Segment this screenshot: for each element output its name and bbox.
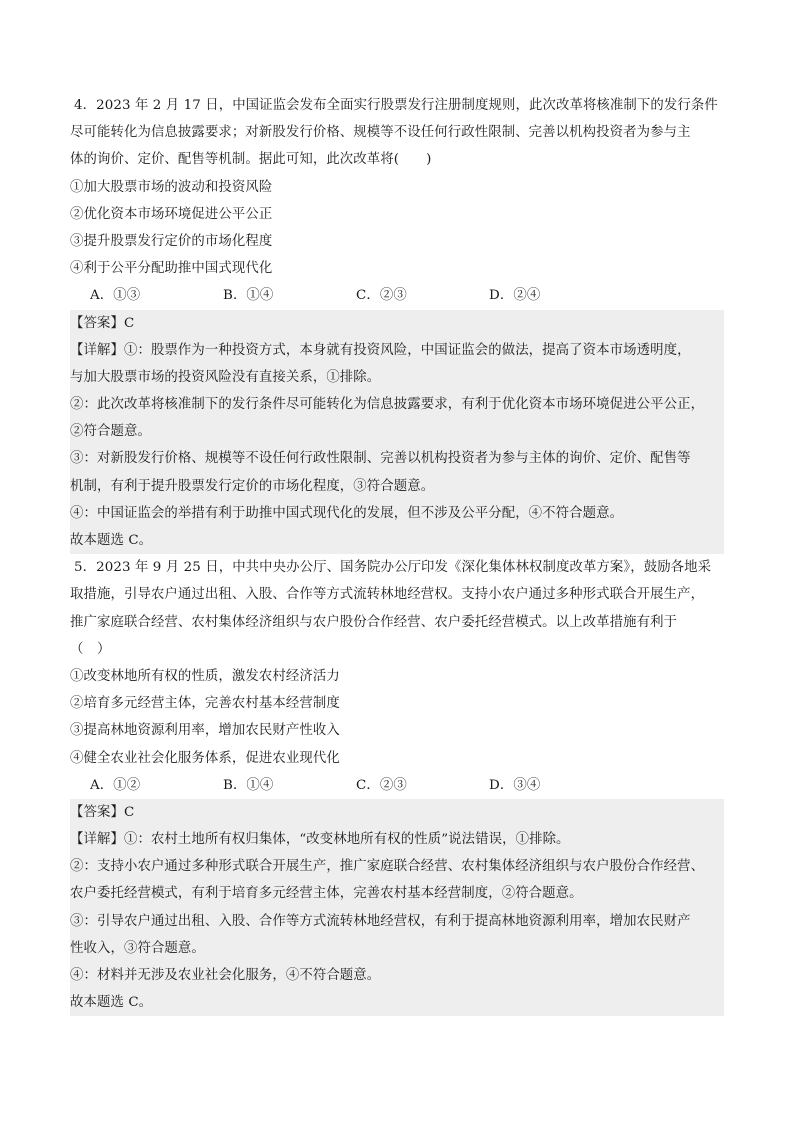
question-4-option-d: D．②④ — [489, 288, 541, 304]
question-5-option-d: D．③④ — [489, 777, 541, 793]
question-4-conclusion: 故本题选 C。 — [70, 533, 153, 548]
question-5 — [70, 554, 724, 1016]
question-4-explain-line-4: ②符合题意。 — [70, 424, 151, 440]
question-4-explain-line-7: ④：中国证监会的举措有利于助推中国式现代化的发展，但不涉及公平分配，④不符合题意。 — [70, 505, 624, 521]
question-4-option-b: B．①④ — [223, 288, 274, 304]
question-5-conclusion: 故本题选 C。 — [70, 995, 153, 1011]
question-4-stem-line-1: 4．2023 年 2 月 17 日，中国证监会发布全面实行股票发行注册制度规则，此次改革将核准制下的发行条件 — [74, 98, 718, 113]
question-5-explain-line-2: ②：支持小农户通过多种形式联合开展生产，推广家庭联合经营、农村集体经济组织与农户股份合作经营、 — [70, 859, 705, 875]
question-5-option-c: C．②③ — [356, 777, 407, 793]
question-4 — [70, 92, 724, 554]
question-5-explain-line-5: 性收入，③符合题意。 — [70, 940, 205, 956]
question-5-answer: 【答案】C — [70, 804, 135, 820]
question-4-options — [70, 282, 724, 309]
question-5-item-2: ②培育多元经营主体，完善农村基本经营制度 — [70, 696, 340, 712]
question-4-stem-line-2: 尽可能转化为信息披露要求；对新股发行价格、规模等不设任何行政性限制、完善以机构投资者为参与主 — [70, 125, 691, 141]
question-5-stem-line-3: 推广家庭联合经营、农村集体经济组织与农户股份合作经营、农户委托经营模式。以上改革措施有利于 — [70, 614, 678, 630]
question-4-item-4: ④利于公平分配助推中国式现代化 — [70, 261, 273, 277]
document-content — [70, 92, 724, 1016]
question-4-explain-line-2: 与加大股票市场的投资风险没有直接关系，①排除。 — [70, 369, 381, 385]
question-5-stem-line-2: 取措施，引导农户通过出租、入股、合作等方式流转林地经营权。支持小农户通过多种形式联合开展生产， — [70, 587, 705, 603]
question-4-item-1: ①加大股票市场的波动和投资风险 — [70, 179, 273, 195]
question-5-stem-line-1: 5．2023 年 9 月 25 日，中共中央办公厅、国务院办公厅印发《深化集体林权制度改革方案》，鼓励各地采 — [74, 560, 712, 576]
question-5-item-1: ①改变林地所有权的性质，激发农村经济活力 — [70, 668, 340, 684]
question-5-stem-line-4: （ ） — [70, 641, 111, 657]
question-5-explain-line-1: 【详解】①：农村土地所有权归集体，“改变林地所有权的性质”说法错误，①排除。 — [70, 832, 570, 848]
question-5-option-b: B．①④ — [223, 777, 274, 793]
question-4-item-2: ②优化资本市场环境促进公平公正 — [70, 206, 273, 222]
question-5-option-a: A．①② — [90, 777, 141, 793]
question-4-explain-line-5: ③：对新股发行价格、规模等不设任何行政性限制、完善以机构投资者为参与主体的询价、定价、配售等 — [70, 451, 691, 467]
question-5-explain-line-4: ③：引导农户通过出租、入股、合作等方式流转林地经营权，有利于提高林地资源利用率，增加农民财产 — [70, 913, 691, 929]
question-5-item-3: ③提高林地资源利用率，增加农民财产性收入 — [70, 723, 340, 739]
question-5-explain-line-6: ④：材料并无涉及农业社会化服务，④不符合题意。 — [70, 968, 381, 983]
question-4-answer: 【答案】C — [70, 315, 135, 331]
question-5-item-4: ④健全农业社会化服务体系，促进农业现代化 — [70, 750, 340, 766]
question-4-answer-block — [70, 310, 724, 555]
question-5-options — [70, 772, 724, 799]
question-4-option-a: A．①③ — [90, 288, 141, 304]
question-4-explain-line-3: ②：此次改革将核准制下的发行条件尽可能转化为信息披露要求，有利于优化资本市场环境促进公平公正， — [70, 397, 705, 413]
question-5-answer-block — [70, 799, 724, 1017]
question-5-explain-line-3: 农户委托经营模式，有利于培育多元经营主体，完善农村基本经营制度，②符合题意。 — [70, 886, 583, 902]
question-4-explain-line-1: 【详解】①：股票作为一种投资方式，本身就有投资风险，中国证监会的做法，提高了资本市场透明度， — [70, 342, 691, 358]
question-4-item-3: ③提升股票发行定价的市场化程度 — [70, 233, 273, 249]
question-4-stem-line-3: 体的询价、定价、配售等机制。据此可知，此次改革将( ) — [70, 152, 432, 168]
question-4-option-c: C．②③ — [356, 288, 407, 304]
question-4-explain-line-6: 机制，有利于提升股票发行定价的市场化程度，③符合题意。 — [70, 478, 435, 494]
